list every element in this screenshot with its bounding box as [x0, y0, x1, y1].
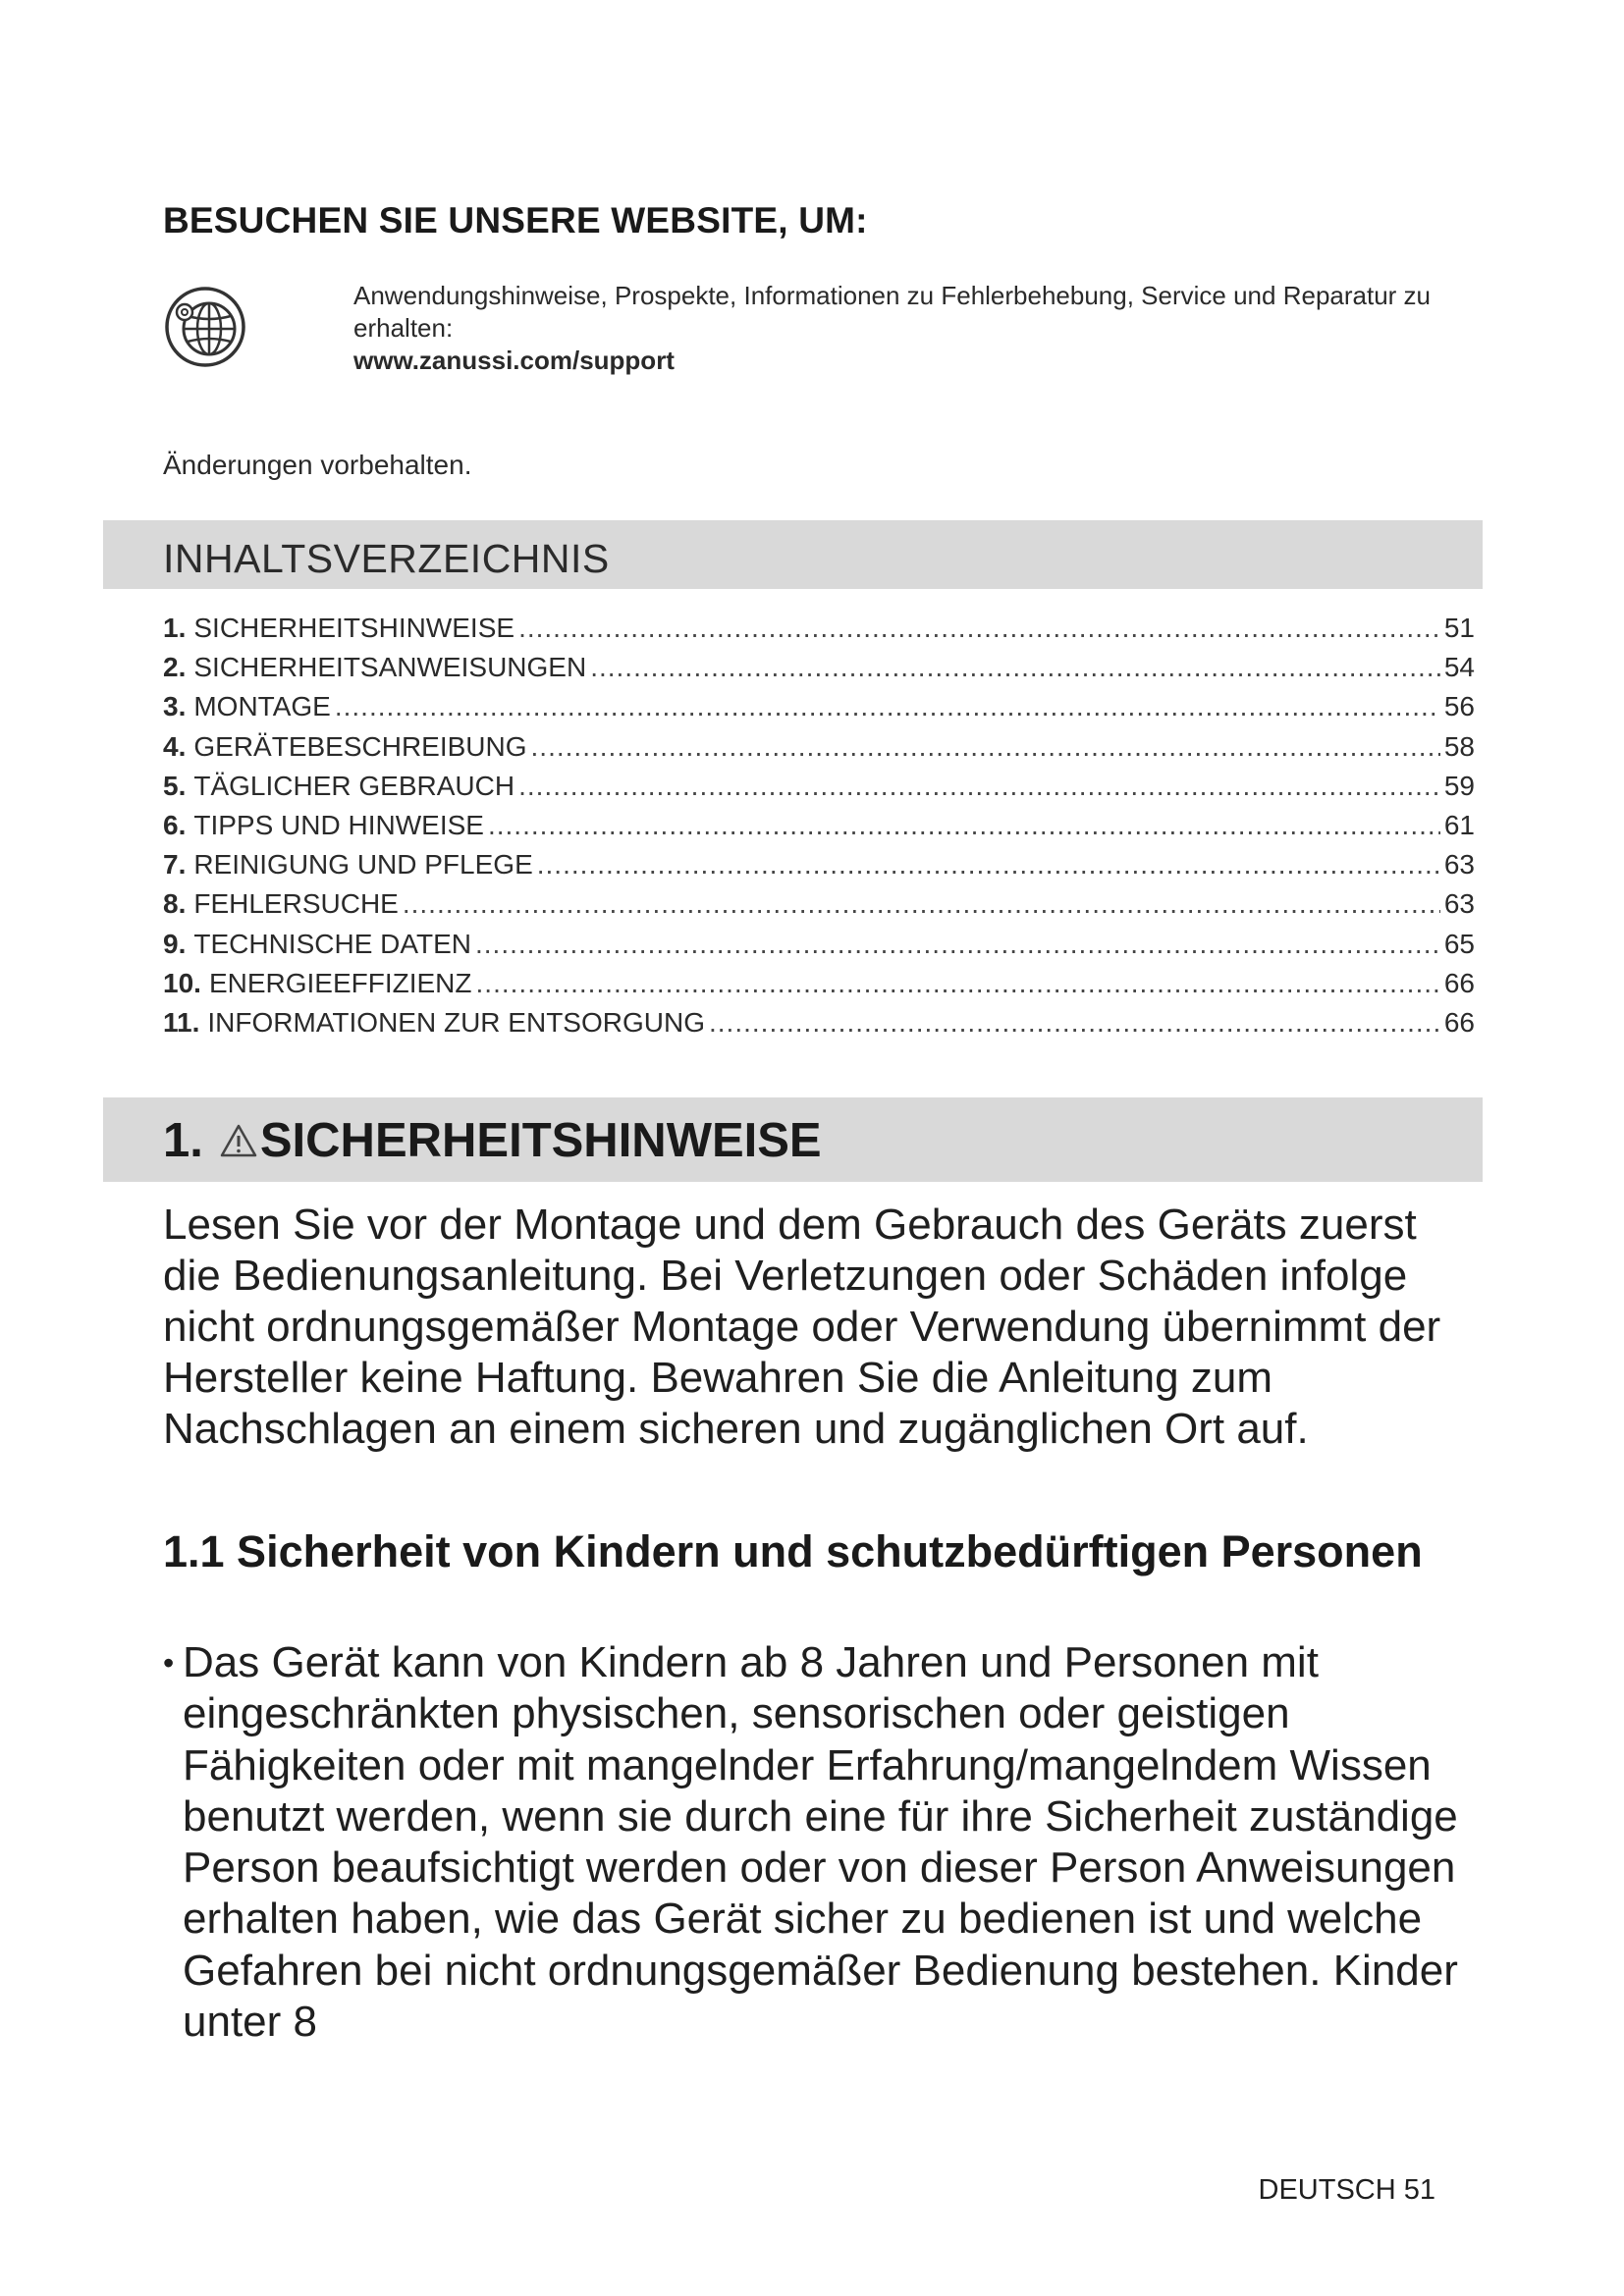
bullet-paragraph — [183, 1637, 1489, 2048]
toc-item-number: 6. — [163, 809, 187, 840]
toc-item-label: INFORMATIONEN ZUR ENTSORGUNG — [207, 1006, 705, 1038]
toc-item[interactable] — [163, 849, 1475, 888]
toc-item-number: 2. — [163, 652, 187, 683]
toc-leader-dots — [709, 1007, 1440, 1039]
support-link[interactable]: www.zanussi.com/support — [353, 346, 675, 375]
toc-item-page: 66 — [1443, 967, 1475, 998]
toc-leader-dots — [475, 929, 1440, 960]
toc-item-number: 5. — [163, 770, 187, 801]
intro-paragraph: Lesen Sie vor der Montage und dem Gebrauch des Geräts zuerst die Bedienungsanleitung. Bei Verletzungen oder Schäden infolge nicht ordnungsgemäßer Montage oder Verwendung übernimmt der Hersteller keine Haftung. Bewahren Sie die Anleitung zum Nachschlagen an einem sicheren und zugänglichen Ort auf. — [163, 1201, 1441, 1453]
toc-item-label: SICHERHEITSHINWEISE — [193, 613, 515, 643]
toc-title: INHALTSVERZEICHNIS — [163, 536, 610, 581]
toc-item-page: 63 — [1443, 888, 1475, 920]
toc-leader-dots — [590, 652, 1440, 683]
bullet-text: Das Gerät kann von Kindern ab 8 Jahren und Personen mit eingeschränkten physischen, sensorischen oder geistigen Fähigkeiten oder mit mangelnder Erfahrung/mangelndem Wissen benutzt werden, wenn sie durch eine für ihre Sicherheit zuständige Person beaufsichtigt werden oder von dieser Person Anweisungen erhalten haben, wie das Gerät sicher zu bedienen ist und welche Gefahren bei nicht ordnungsgemäßer Bedienung bestehen. Kinder unter 8 — [183, 1638, 1458, 2047]
changes-note: Änderungen vorbehalten. — [163, 450, 472, 480]
toc-item-page: 65 — [1443, 928, 1475, 959]
toc-leader-dots — [403, 888, 1440, 920]
toc-item[interactable] — [163, 810, 1475, 849]
page-footer: DEUTSCH 51 — [1258, 2174, 1435, 2206]
toc-item[interactable] — [163, 968, 1475, 1007]
toc-item[interactable] — [163, 652, 1475, 691]
section-title-text: SICHERHEITSHINWEISE — [259, 1114, 822, 1167]
visit-heading: BESUCHEN SIE UNSERE WEBSITE, UM: — [163, 200, 868, 240]
toc-item-label: TÄGLICHER GEBRAUCH — [193, 770, 515, 801]
globe-icon — [163, 285, 247, 369]
warning-icon — [219, 1123, 258, 1158]
toc-item[interactable] — [163, 771, 1475, 810]
toc-leader-dots — [531, 731, 1440, 763]
toc-item-number: 1. — [163, 613, 187, 643]
toc-item-number: 4. — [163, 730, 187, 762]
toc-item[interactable] — [163, 888, 1475, 928]
toc-item-number: 7. — [163, 849, 187, 881]
toc-leader-dots — [335, 691, 1440, 722]
toc-item-page: 51 — [1443, 613, 1475, 643]
toc-item-label: ENERGIEEFFIZIENZ — [208, 967, 472, 998]
toc-item-label: REINIGUNG UND PFLEGE — [193, 849, 533, 881]
toc-item[interactable] — [163, 691, 1475, 730]
toc-item[interactable] — [163, 613, 1475, 652]
toc-item-number: 8. — [163, 888, 187, 920]
section-title — [163, 1113, 822, 1168]
toc-item-label: FEHLERSUCHE — [193, 888, 399, 920]
toc-item-number: 11. — [163, 1006, 200, 1038]
toc-item-number: 9. — [163, 928, 187, 959]
toc-leader-dots — [476, 968, 1440, 999]
toc-item-page: 61 — [1443, 809, 1475, 840]
section-number: 1. — [163, 1114, 203, 1167]
toc-item-page: 56 — [1443, 691, 1475, 722]
toc-item-number: 10. — [163, 967, 201, 998]
toc-leader-dots — [537, 849, 1440, 881]
visit-description — [353, 280, 1473, 377]
toc-item-label: TECHNISCHE DATEN — [193, 928, 471, 959]
toc-item-page: 59 — [1443, 770, 1475, 801]
toc-item-page: 54 — [1443, 652, 1475, 683]
toc-item[interactable] — [163, 1007, 1475, 1046]
table-of-contents — [163, 613, 1475, 1046]
toc-item-page: 63 — [1443, 849, 1475, 881]
subsection-title: 1.1 Sicherheit von Kindern und schutzbedürftigen Personen — [163, 1526, 1423, 1576]
toc-leader-dots — [518, 771, 1440, 802]
bullet-marker: • — [163, 1645, 175, 1681]
toc-item-label: TIPPS UND HINWEISE — [193, 809, 484, 840]
toc-item-number: 3. — [163, 691, 187, 722]
toc-item[interactable] — [163, 929, 1475, 968]
toc-item-label: GERÄTEBESCHREIBUNG — [193, 730, 527, 762]
toc-item-page: 58 — [1443, 730, 1475, 762]
toc-item-label: SICHERHEITSANWEISUNGEN — [193, 652, 587, 683]
toc-leader-dots — [518, 613, 1440, 644]
toc-item-label: MONTAGE — [193, 691, 331, 722]
visit-text: Anwendungshinweise, Prospekte, Informationen zu Fehlerbehebung, Service und Reparatur zu erhalten: — [353, 281, 1432, 343]
toc-item-page: 66 — [1443, 1006, 1475, 1038]
toc-leader-dots — [488, 810, 1440, 841]
toc-item[interactable] — [163, 731, 1475, 771]
